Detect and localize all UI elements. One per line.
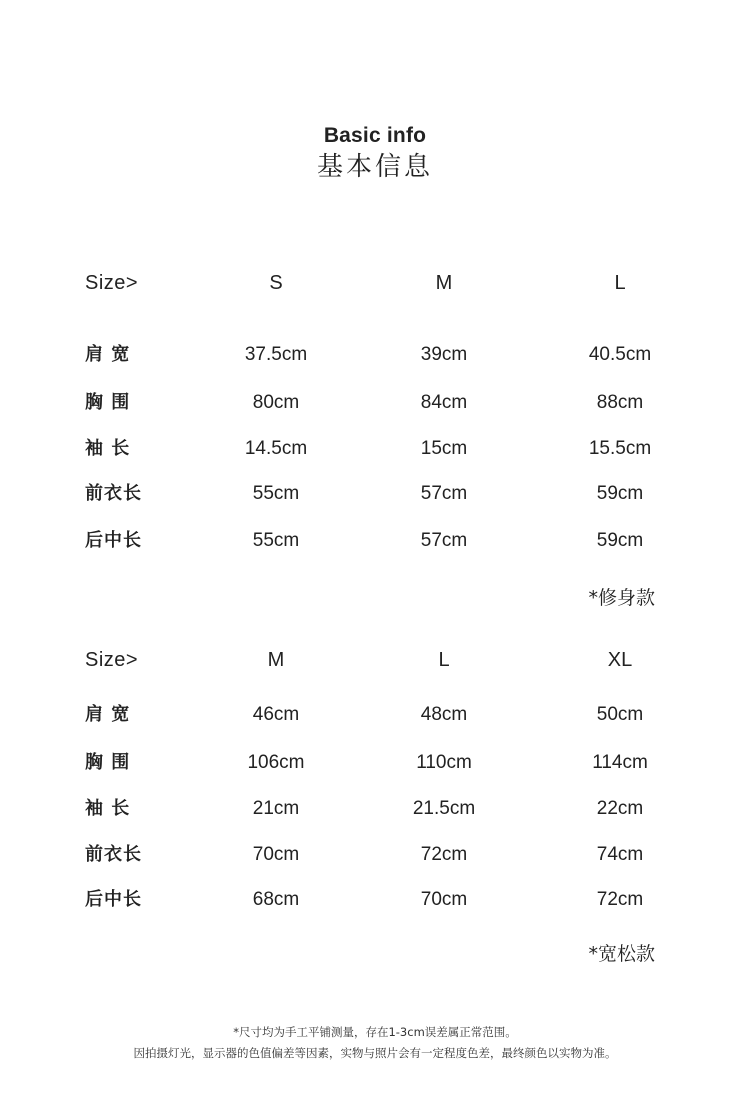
cell: 22cm [596, 798, 644, 819]
table-row [0, 840, 750, 870]
page-header [0, 122, 750, 184]
cell: 15.5cm [588, 438, 652, 459]
cell: 55cm [252, 483, 300, 504]
row-label: 袖 长 [85, 798, 131, 819]
size-col-2: M [435, 272, 453, 294]
row-label: 袖 长 [85, 438, 131, 459]
size-col-1: M [267, 649, 285, 671]
cell: 55cm [252, 530, 300, 551]
row-label: 胸 围 [85, 752, 131, 773]
table-row [0, 434, 750, 464]
cell: 21cm [252, 798, 300, 819]
row-label: 前衣长 [85, 483, 142, 504]
row-label: 肩 宽 [85, 704, 131, 725]
cell: 80cm [252, 392, 300, 413]
table-row [0, 388, 750, 418]
table-row [0, 526, 750, 556]
cell: 106cm [247, 752, 305, 773]
size-col-2: L [438, 649, 450, 671]
size-label: Size> [85, 272, 139, 294]
row-label: 肩 宽 [85, 344, 131, 365]
cell: 88cm [596, 392, 644, 413]
cell: 70cm [252, 844, 300, 865]
table-row [0, 479, 750, 509]
footer-line-1: *尺寸均为手工平铺测量，存在1-3cm误差属正常范围。 [233, 1025, 517, 1039]
cell: 21.5cm [412, 798, 476, 819]
cell: 72cm [596, 889, 644, 910]
title-chinese: 基本信息 [316, 152, 433, 182]
cell: 40.5cm [588, 344, 652, 365]
row-label: 后中长 [85, 530, 142, 551]
row-label: 胸 围 [85, 392, 131, 413]
cell: 46cm [252, 704, 300, 725]
cell: 110cm [416, 752, 472, 773]
cell: 50cm [596, 704, 644, 725]
cell: 57cm [420, 530, 468, 551]
size-header-row [0, 645, 750, 675]
cell: 59cm [596, 483, 644, 504]
table-row [0, 885, 750, 915]
cell: 114cm [592, 752, 648, 773]
size-header-row [0, 268, 750, 298]
cell: 39cm [420, 344, 468, 365]
cell: 72cm [420, 844, 468, 865]
cell: 68cm [252, 889, 300, 910]
cell: 84cm [420, 392, 468, 413]
table-row [0, 340, 750, 370]
table-row [0, 748, 750, 778]
title-english: Basic info [323, 124, 427, 147]
footer-notes [0, 1022, 750, 1064]
table-row [0, 794, 750, 824]
table-row [0, 700, 750, 730]
row-label: 前衣长 [85, 844, 142, 865]
cell: 59cm [596, 530, 644, 551]
cell: 57cm [420, 483, 468, 504]
fit-note: *宽松款 [588, 943, 655, 965]
cell: 15cm [420, 438, 468, 459]
size-label: Size> [85, 649, 139, 671]
row-label: 后中长 [85, 889, 142, 910]
cell: 37.5cm [244, 344, 308, 365]
footer-line-2: 因拍摄灯光，显示器的色值偏差等因素，实物与照片会有一定程度色差，最终颜色以实物为准。 [133, 1046, 617, 1060]
size-col-3: XL [607, 649, 633, 671]
cell: 48cm [420, 704, 468, 725]
cell: 70cm [420, 889, 468, 910]
size-col-3: L [614, 272, 626, 294]
cell: 74cm [596, 844, 644, 865]
fit-note: *修身款 [588, 587, 655, 609]
cell: 14.5cm [244, 438, 308, 459]
size-col-1: S [269, 272, 283, 294]
